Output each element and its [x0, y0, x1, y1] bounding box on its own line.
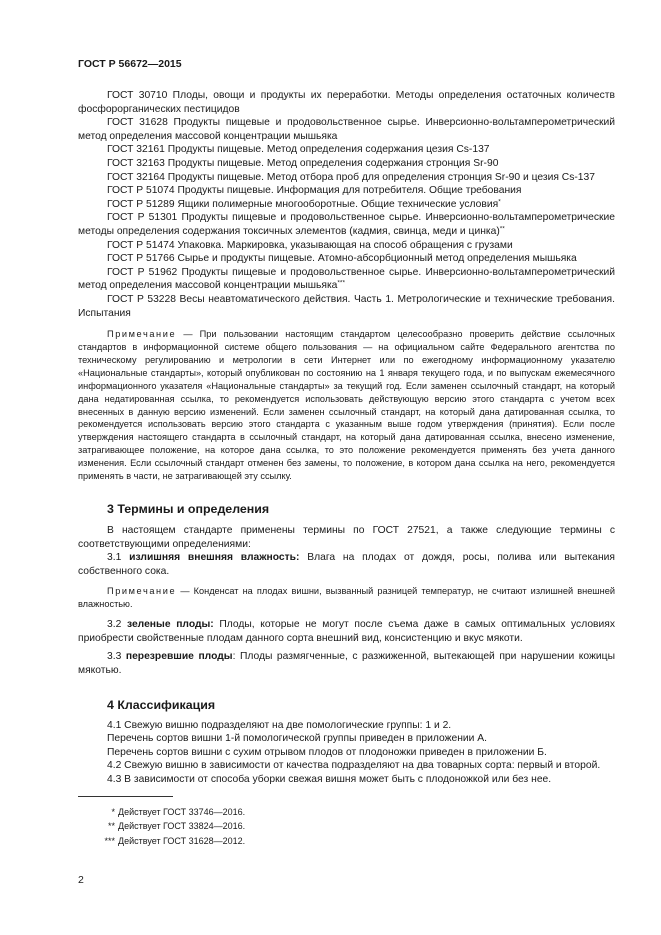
reference-item: ГОСТ 32161 Продукты пищевые. Метод определения содержания цезия Cs-137: [107, 144, 490, 156]
term-3-3: 3.3 перезревшие плоды: Плоды размягченные, с разжиженной, вытекающей при нарушении кожицы мякотью.: [78, 651, 615, 676]
term-note: Примечание — Конденсат на плодах вишни, вызванный разницей температур, не считают излишней внешней влажностью.: [78, 586, 615, 610]
footnote: *** Действует ГОСТ 31628—2012.: [104, 835, 246, 846]
terms-intro: В настоящем стандарте применены термины по ГОСТ 27521, а также следующие термины с соответствующими определениями:: [78, 524, 615, 550]
footnotes: [78, 805, 615, 849]
references-note: [78, 328, 615, 483]
reference-item: ГОСТ Р 51766 Сырье и продукты пищевые. Атомно-абсорбционный метод определения мышьяка: [107, 253, 577, 265]
reference-item: ГОСТ 32164 Продукты пищевые. Метод отбора проб для определения стронция Sr-90 и цезия Cs-137: [107, 171, 595, 183]
clause-4-2: 4.2 Свежую вишню в зависимости от качества подразделяют на два товарных сорта: первый и второй.: [107, 760, 601, 772]
reference-item: ГОСТ 31628 Продукты пищевые и продовольственное сырье. Инверсионно-вольтамперометрический метод определения массовой концентрации мышьяка: [78, 117, 615, 142]
clause-4-1-list-b: Перечень сортов вишни с сухим отрывом плодов от плодоножки приведен в приложении Б.: [107, 746, 547, 758]
term-note-label: Примечание: [107, 586, 177, 597]
clause-4-3: 4.3 В зависимости от способа уборки свежая вишня может быть с плодоножкой или без нее.: [107, 773, 552, 785]
section-3-heading: 3 Термины и определения: [107, 501, 270, 516]
reference-item: ГОСТ Р 51289 Ящики полимерные многооборотные. Общие технические условия*: [107, 198, 501, 210]
reference-item: ГОСТ Р 51962 Продукты пищевые и продовольственное сырье. Инверсионно-вольтамперометрический метод определения массовой концентрации мышьяка***: [78, 266, 615, 292]
term-3-1: 3.1 излишняя внешняя влажность: Влага на плодах от дождя, росы, полива или вытекания собственного сока.: [78, 552, 616, 577]
footnote-divider: [78, 796, 173, 797]
section-4-heading: 4 Классификация: [107, 697, 216, 712]
section-classification: [78, 698, 615, 787]
reference-item: ГОСТ Р 51301 Продукты пищевые и продовольственное сырье. Инверсионно-вольтамперометрические методы определения содержания токсичных элементов (кадмия, свинца, меди и цинка)**: [78, 212, 615, 237]
note-label: Примечание: [107, 329, 177, 340]
reference-item: ГОСТ Р 51474 Упаковка. Маркировка, указывающая на способ обращения с грузами: [107, 239, 513, 251]
note-text: — При пользовании настоящим стандартом целесообразно проверить действие ссылочных стандартов в информационной системе общего пользования — на официальном сайте Федерального агентства по техническому регулированию и метрологии в сети Интернет или по ежегодному информационному указателю «Национальные стандарты», который опубликован по состоянию на 1 января текущего года, и по выпускам ежемесячного информационного указателя «Национальные стандарты» за текущий год. Если заменен ссылочный стандарт, на который дана недатированная ссылка, то рекомендуется использовать действующую версию этого стандарта с учетом всех внесенных в данную версию изменений. Если заменен ссылочный стандарт, на который дана датированная ссылка, то рекомендуется использовать версию этого стандарта с указанным выше годом утверждения (принятия). Если после утверждения настоящего стандарта в ссылочный стандарт, на который дана датированная ссылка, внесено изменение, затрагивающее положение, на которое дана ссылка, то это положение рекомендуется применять без учета данного изменения. Если ссылочный стандарт отменен без замены, то положение, в котором дана ссылка на него, рекомендуется применять в части, не затрагивающей эту ссылку.: [78, 329, 615, 482]
page-number: 2: [78, 874, 84, 886]
reference-item: ГОСТ Р 51074 Продукты пищевые. Информация для потребителя. Общие требования: [107, 185, 522, 197]
footnote: * Действует ГОСТ 33746—2016.: [111, 806, 246, 817]
footnote: ** Действует ГОСТ 33824—2016.: [107, 821, 246, 831]
normative-references-list: [78, 89, 615, 320]
reference-item: ГОСТ 32163 Продукты пищевые. Метод определения содержания стронция Sr-90: [107, 157, 499, 169]
clause-4-1-list-a: Перечень сортов вишни 1-й помологической группы приведен в приложении А.: [107, 733, 488, 745]
section-terms: [78, 502, 615, 678]
reference-item: ГОСТ 30710 Плоды, овощи и продукты их переработки. Методы определения остаточных количеств фосфорорганических пестицидов: [78, 90, 615, 115]
term-3-2: 3.2 зеленые плоды: Плоды, которые не могут после съема даже в самых оптимальных условиях приобрести свойственные плодам данного сорта внешний вид, консистенцию и вкус мякоти.: [78, 619, 615, 644]
document-page: [78, 58, 615, 848]
reference-item: ГОСТ Р 53228 Весы неавтоматического действия. Часть 1. Метрологические и технические требования. Испытания: [78, 293, 615, 319]
document-header-title: ГОСТ Р 56672—2015: [78, 58, 182, 70]
clause-4-1: 4.1 Свежую вишню подразделяют на две помологические группы: 1 и 2.: [107, 719, 452, 731]
